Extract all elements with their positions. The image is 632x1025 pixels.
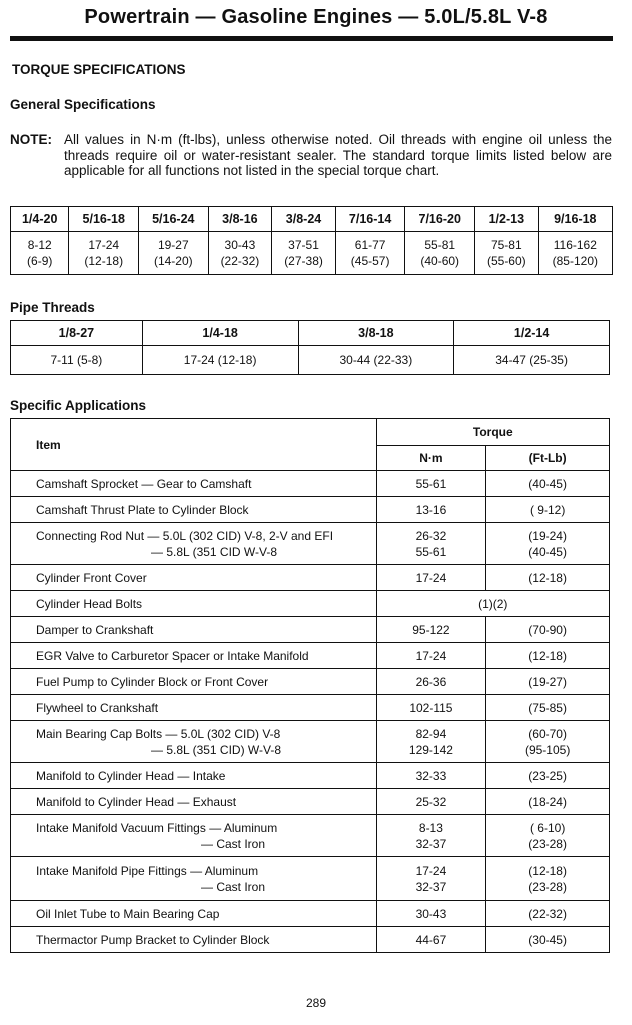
row-nm: 102-115 — [376, 695, 486, 721]
table-row — [11, 815, 610, 857]
gen-cell: 37-51 (27-38) — [272, 232, 336, 275]
title-rule — [10, 36, 613, 41]
row-ftlb: (23-25) — [486, 763, 610, 789]
table-row — [11, 857, 610, 901]
table-row — [11, 669, 610, 695]
row-nm: 30-43 — [376, 901, 486, 927]
row-ftlb: (75-85) — [486, 695, 610, 721]
row-nm: 32-33 — [376, 763, 486, 789]
gen-col-header: 7/16-14 — [335, 207, 405, 232]
gen-cell: 30-43 (22-32) — [208, 232, 272, 275]
row-merged-value: (1)(2) — [376, 591, 609, 617]
gen-cell: 116-162 (85-120) — [538, 232, 612, 275]
row-nm: 8-13 32-37 — [376, 815, 486, 857]
pipe-threads-table — [10, 320, 610, 375]
row-ftlb: (12-18) — [486, 643, 610, 669]
pipe-cell: 17-24 (12-18) — [142, 346, 298, 375]
note-text: All values in N·m (ft-lbs), unless otherwise noted. Oil threads with engine oil unless the threads require oil or water-resistant sealer. The standard torque limits listed below are applicable for all functions not listed in the special torque chart. — [64, 132, 612, 178]
table-row — [11, 901, 610, 927]
pipe-col-header: 3/8-18 — [298, 321, 454, 346]
row-nm: 55-61 — [376, 471, 486, 497]
row-item: Fuel Pump to Cylinder Block or Front Cover — [11, 669, 377, 695]
gen-cell: 75-81 (55-60) — [475, 232, 539, 275]
col-header-ftlb: (Ft-Lb) — [486, 446, 610, 471]
row-item: Oil Inlet Tube to Main Bearing Cap — [11, 901, 377, 927]
row-item: Intake Manifold Pipe Fittings — Aluminum — Cast Iron — [11, 857, 377, 901]
row-ftlb: (19-24) (40-45) — [486, 523, 610, 565]
row-item: Camshaft Sprocket — Gear to Camshaft — [11, 471, 377, 497]
specific-apps-heading: Specific Applications — [10, 398, 147, 413]
gen-cell: 19-27 (14-20) — [139, 232, 209, 275]
pipe-col-header: 1/2-14 — [454, 321, 610, 346]
note-label: NOTE: — [10, 132, 52, 147]
section-title: TORQUE SPECIFICATIONS — [12, 62, 186, 77]
pipe-col-header: 1/4-18 — [142, 321, 298, 346]
page-number: 289 — [305, 996, 327, 1010]
pipe-cell: 34-47 (25-35) — [454, 346, 610, 375]
row-ftlb: (12-18) (23-28) — [486, 857, 610, 901]
gen-col-header: 5/16-24 — [139, 207, 209, 232]
row-nm: 95-122 — [376, 617, 486, 643]
row-item: EGR Valve to Carburetor Spacer or Intake Manifold — [11, 643, 377, 669]
table-row — [11, 471, 610, 497]
row-ftlb: (22-32) — [486, 901, 610, 927]
row-nm: 26-32 55-61 — [376, 523, 486, 565]
gen-cell: 17-24 (12-18) — [69, 232, 139, 275]
col-header-torque: Torque — [376, 419, 609, 446]
row-nm: 17-24 — [376, 643, 486, 669]
row-item: Cylinder Head Bolts — [11, 591, 377, 617]
row-ftlb: (18-24) — [486, 789, 610, 815]
general-specs-heading: General Specifications — [10, 97, 156, 112]
gen-col-header: 1/2-13 — [475, 207, 539, 232]
row-ftlb: (12-18) — [486, 565, 610, 591]
pipe-threads-heading: Pipe Threads — [10, 300, 95, 315]
table-row — [11, 591, 610, 617]
table-row — [11, 523, 610, 565]
row-item: Manifold to Cylinder Head — Intake — [11, 763, 377, 789]
table-row — [11, 763, 610, 789]
row-nm: 26-36 — [376, 669, 486, 695]
col-header-nm: N·m — [376, 446, 486, 471]
row-ftlb: (60-70) (95-105) — [486, 721, 610, 763]
row-ftlb: (19-27) — [486, 669, 610, 695]
table-row — [11, 721, 610, 763]
row-nm: 13-16 — [376, 497, 486, 523]
row-ftlb: ( 9-12) — [486, 497, 610, 523]
row-ftlb: (40-45) — [486, 471, 610, 497]
page-title: Powertrain — Gasoline Engines — 5.0L/5.8L V-8 — [84, 6, 548, 28]
row-nm: 25-32 — [376, 789, 486, 815]
row-nm: 82-94 129-142 — [376, 721, 486, 763]
pipe-col-header: 1/8-27 — [11, 321, 143, 346]
row-nm: 17-24 — [376, 565, 486, 591]
table-row — [11, 695, 610, 721]
table-row — [11, 789, 610, 815]
row-item: Main Bearing Cap Bolts — 5.0L (302 CID) V-8 — 5.8L (351 CID) W-V-8 — [11, 721, 377, 763]
gen-col-header: 5/16-18 — [69, 207, 139, 232]
row-item: Manifold to Cylinder Head — Exhaust — [11, 789, 377, 815]
table-row — [11, 565, 610, 591]
gen-col-header: 1/4-20 — [11, 207, 69, 232]
row-item: Damper to Crankshaft — [11, 617, 377, 643]
table-row — [11, 497, 610, 523]
gen-cell: 61-77 (45-57) — [335, 232, 405, 275]
col-header-item: Item — [11, 419, 377, 471]
table-row — [11, 643, 610, 669]
gen-col-header: 9/16-18 — [538, 207, 612, 232]
table-row — [11, 927, 610, 953]
general-specs-table — [10, 206, 613, 275]
gen-cell: 55-81 (40-60) — [405, 232, 475, 275]
gen-col-header: 7/16-20 — [405, 207, 475, 232]
row-nm: 17-24 32-37 — [376, 857, 486, 901]
row-item: Cylinder Front Cover — [11, 565, 377, 591]
row-item: Intake Manifold Vacuum Fittings — Aluminum — Cast Iron — [11, 815, 377, 857]
gen-col-header: 3/8-16 — [208, 207, 272, 232]
row-ftlb: (30-45) — [486, 927, 610, 953]
table-row — [11, 617, 610, 643]
gen-col-header: 3/8-24 — [272, 207, 336, 232]
row-ftlb: ( 6-10) (23-28) — [486, 815, 610, 857]
specific-apps-table — [10, 418, 610, 953]
pipe-cell: 7-11 (5-8) — [11, 346, 143, 375]
row-nm: 44-67 — [376, 927, 486, 953]
row-item: Camshaft Thrust Plate to Cylinder Block — [11, 497, 377, 523]
gen-cell: 8-12 (6-9) — [11, 232, 69, 275]
row-item: Connecting Rod Nut — 5.0L (302 CID) V-8, 2-V and EFI — 5.8L (351 CID W-V-8 — [11, 523, 377, 565]
row-item: Thermactor Pump Bracket to Cylinder Block — [11, 927, 377, 953]
row-ftlb: (70-90) — [486, 617, 610, 643]
pipe-cell: 30-44 (22-33) — [298, 346, 454, 375]
row-item: Flywheel to Crankshaft — [11, 695, 377, 721]
